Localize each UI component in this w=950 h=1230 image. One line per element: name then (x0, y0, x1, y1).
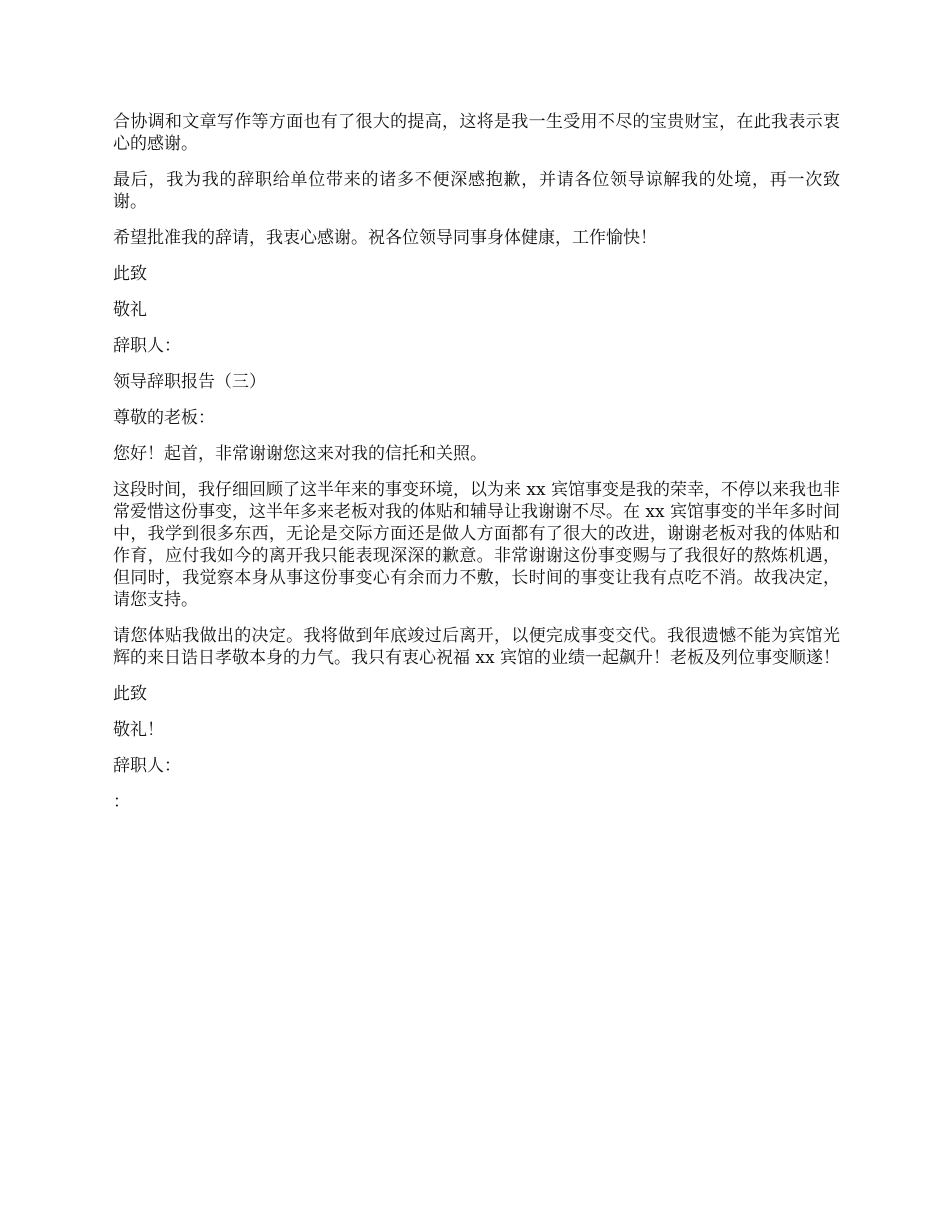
trailing-colon: ： (113, 792, 130, 812)
salutation-cizhi-2: 此致 (113, 684, 147, 704)
salutation-jingli-2: 敬礼！ (113, 720, 164, 740)
salutation-cizhi: 此致 (113, 264, 147, 284)
section-title: 领导辞职报告（三） (113, 372, 266, 392)
paragraph-closing-thanks: 合协调和文章写作等方面也有了很大的提高，这将是我一生受用不尽的宝贵财宝，在此我表示衷心的感谢。 (113, 112, 840, 154)
document-body (113, 111, 840, 827)
paragraph-opening: 您好！起首，非常谢谢您这来对我的信托和关照。 (113, 444, 487, 464)
paragraph-apology: 最后，我为我的辞职给单位带来的诸多不便深感抱歉，并请各位领导谅解我的处境，再一次致谢。 (113, 170, 840, 212)
greeting-addressee: 尊敬的老板： (113, 408, 215, 428)
signature-label-2: 辞职人： (113, 756, 181, 776)
paragraph-decision: 请您体贴我做出的决定。我将做到年底竣过后离开，以便完成事变交代。我很遗憾不能为宾馆光辉的来日诰日孝敬本身的力气。我只有衷心祝福 xx 宾馆的业绩一起飙升！老板及列位事变顺遂！ (113, 626, 840, 668)
salutation-jingli: 敬礼 (113, 300, 147, 320)
signature-label: 辞职人： (113, 336, 181, 356)
paragraph-reflection: 这段时间，我仔细回顾了这半年来的事变环境，以为来 xx 宾馆事变是我的荣幸，不停以来我也非常爱惜这份事变，这半年多来老板对我的体贴和辅导让我谢谢不尽。在 xx 宾馆事变的半年多时间中，我学到很多东西，无论是交际方面还是做人方面都有了很大的改进，谢谢老板对我的体贴和作育，应付我如今的离开我只能表现深深的歉意。非常谢谢这份事变赐与了我很好的熬炼机遇，但同时，我觉察本身从事这份事变心有余而力不敷，长时间的事变让我有点吃不消。故我决定，请您支持。 (113, 480, 840, 610)
paragraph-approval-request: 希望批准我的辞请，我衷心感谢。祝各位领导同事身体健康，工作愉快！ (113, 228, 657, 248)
